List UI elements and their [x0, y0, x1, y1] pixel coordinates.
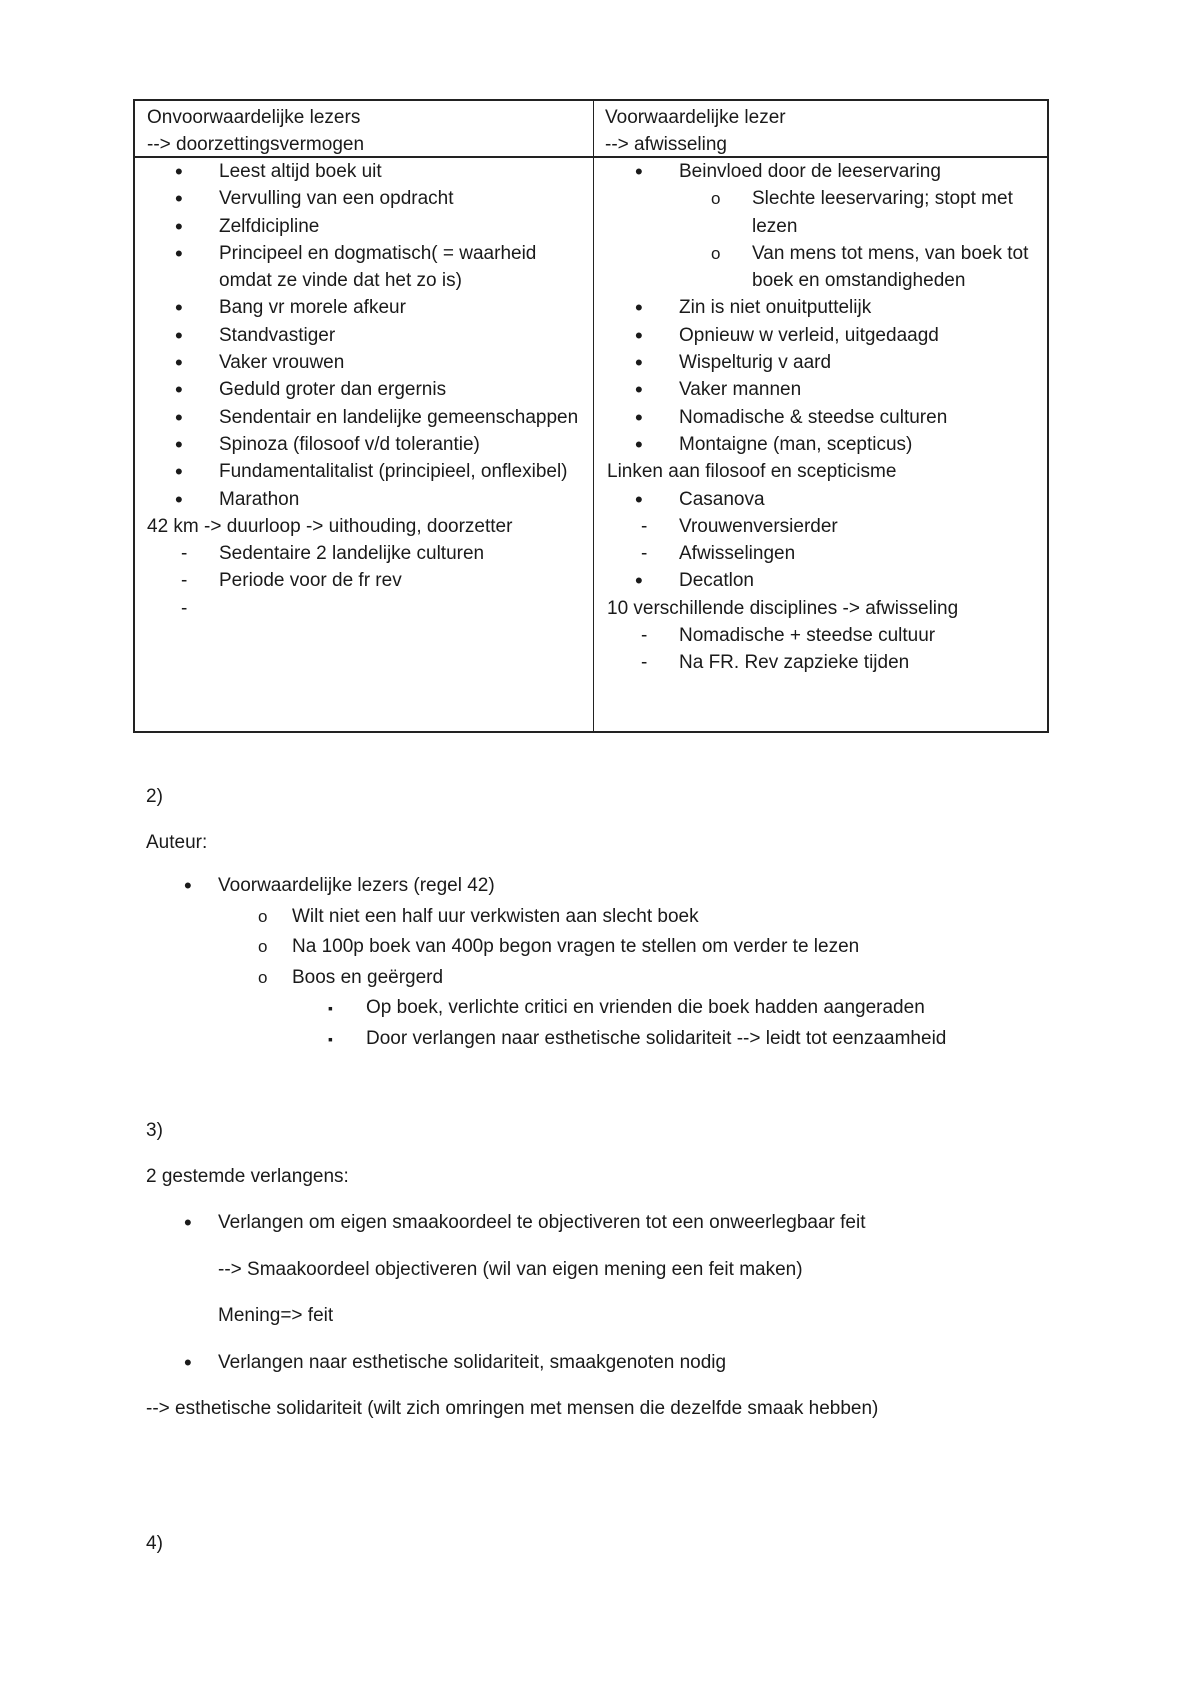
section-3-bullet-1: • Verlangen om eigen smaakoordeel te objectiveren tot een onweerlegbaar feit [218, 1209, 865, 1236]
section-3-number: 3) [146, 1120, 163, 1141]
list-item: • Zin is niet onuitputtelijk [595, 294, 1047, 321]
section-4-number: 4) [146, 1533, 163, 1554]
right-sub-list [595, 185, 1047, 294]
list-item [135, 595, 591, 622]
section-3-bullet-2: • Verlangen naar esthetische solidariteit, smaakgenoten nodig [218, 1349, 726, 1376]
list-item: • Fundamentalitalist (principieel, onflexibel) [135, 458, 591, 485]
list-item: • Beinvloed door de leeservaring [595, 158, 1047, 185]
list-item: • Voorwaardelijke lezers (regel 42) [0, 871, 1200, 902]
list-item: • Zelfdicipline [135, 213, 591, 240]
list-item: o Slechte leeservaring; stopt met lezen [595, 185, 1047, 240]
list-item: o Na 100p boek van 400p begon vragen te stellen om verder te lezen [0, 932, 1200, 963]
list-item: • Leest altijd boek uit [135, 158, 591, 185]
list-item: • Decatlon [595, 567, 1047, 594]
list-item: • Marathon [135, 486, 591, 513]
list-item: • Spinoza (filosoof v/d tolerantie) [135, 431, 591, 458]
list-item: • Vervulling van een opdracht [135, 185, 591, 212]
section-3-line-3: --> esthetische solidariteit (wilt zich omringen met mensen die dezelfde smaak hebben) [146, 1398, 879, 1419]
right-bullet-list [595, 158, 1047, 185]
column-divider [593, 101, 594, 731]
left-column-body [135, 158, 591, 622]
section-2-number: 2) [146, 786, 163, 807]
right-bullet-decatlon [595, 567, 1047, 594]
right-column-body [595, 158, 1047, 677]
header-right: Voorwaardelijke lezer --> afwisseling [605, 107, 786, 156]
right-dash-list-2 [595, 622, 1047, 677]
comparison-table [133, 99, 1049, 733]
list-item: • Vaker mannen [595, 376, 1047, 403]
list-item: • Wispelturig v aard [595, 349, 1047, 376]
section-3-line-2: Mening=> feit [218, 1305, 334, 1326]
plain-line: Linken aan filosoof en scepticisme [607, 461, 897, 483]
right-bullet-casanova [595, 486, 1047, 513]
list-item: - Na FR. Rev zapzieke tijden [595, 649, 1047, 676]
list-item: - Afwisselingen [595, 540, 1047, 567]
list-item: o Van mens tot mens, van boek tot boek en omstandigheden [595, 240, 1047, 295]
list-item: • Standvastiger [135, 322, 591, 349]
list-item: • Casanova [595, 486, 1047, 513]
right-dash-list [595, 513, 1047, 568]
list-item: • Sendentair en landelijke gemeenschappen [135, 404, 591, 431]
list-item: • Montaigne (man, scepticus) [595, 431, 1047, 458]
plain-line: 42 km -> duurloop -> uithouding, doorzetter [147, 515, 513, 537]
header-left: Onvoorwaardelijke lezers --> doorzettingsvermogen [147, 107, 365, 156]
list-item: - Vrouwenversierder [595, 513, 1047, 540]
list-item: • Opnieuw w verleid, uitgedaagd [595, 322, 1047, 349]
section-3-line-1: --> Smaakoordeel objectiveren (wil van eigen mening een feit maken) [218, 1259, 803, 1280]
list-item: • Geduld groter dan ergernis [135, 376, 591, 403]
list-item: • Principeel en dogmatisch( = waarheid omdat ze vinde dat het zo is) [135, 240, 591, 295]
list-item: - Periode voor de fr rev [135, 567, 591, 594]
list-item: - Nomadische + steedse cultuur [595, 622, 1047, 649]
list-item: • Nomadische & steedse culturen [595, 404, 1047, 431]
section-2-list [0, 871, 1200, 1054]
section-3-heading: 2 gestemde verlangens: [146, 1166, 349, 1187]
list-item: o Boos en geërgerd [0, 963, 1200, 994]
list-item: ▪ Door verlangen naar esthetische solidariteit --> leidt tot eenzaamheid [0, 1024, 1200, 1055]
section-2-heading: Auteur: [146, 832, 208, 853]
list-item: o Wilt niet een half uur verkwisten aan slecht boek [0, 902, 1200, 933]
list-item: • Bang vr morele afkeur [135, 294, 591, 321]
plain-line: 10 verschillende disciplines -> afwisseling [607, 597, 959, 619]
right-bullet-list-2 [595, 294, 1047, 458]
list-item: ▪ Op boek, verlichte critici en vrienden die boek hadden aangeraden [0, 993, 1200, 1024]
list-item: • Vaker vrouwen [135, 349, 591, 376]
list-item: - Sedentaire 2 landelijke culturen [135, 540, 591, 567]
left-dash-list [135, 540, 591, 622]
left-bullet-list [135, 158, 591, 513]
